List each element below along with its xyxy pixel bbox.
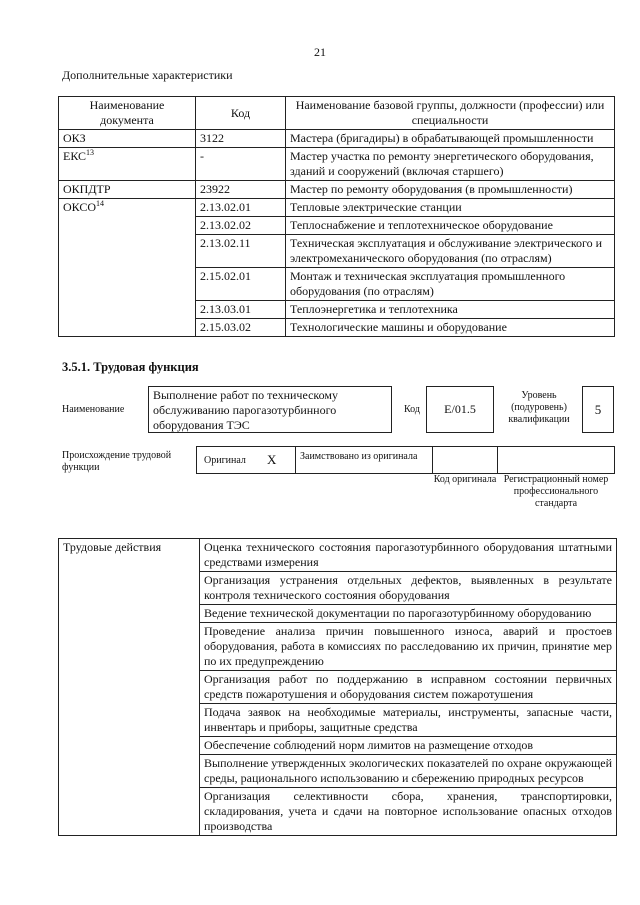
code-cell: 2.13.02.02: [196, 217, 286, 235]
origin-code-box: [432, 446, 498, 474]
labor-action-item: Организация устранения отдельных дефектов, выявленных в результате контроля технического состояния оборудования: [200, 572, 617, 605]
footnote-ref: 13: [86, 148, 95, 157]
name-cell: Мастер по ремонту оборудования (в промышленности): [286, 181, 615, 199]
characteristics-table: [58, 96, 615, 337]
doc-cell: [59, 181, 196, 199]
code-cell: 3122: [196, 130, 286, 148]
name-cell: Теплоэнергетика и теплотехника: [286, 301, 615, 319]
name-label: Наименование: [62, 404, 125, 415]
original-box: [196, 446, 296, 474]
doc-name: ЕКС: [63, 149, 87, 163]
labor-action-item: Оценка технического состояния парогазотурбинного оборудования штатными средствами измерения: [200, 539, 617, 572]
reg-number-box: [497, 446, 615, 474]
doc-cell: [59, 148, 196, 181]
table-row: [59, 539, 617, 572]
labor-actions-table: [58, 538, 617, 836]
original-label: Оригинал: [204, 455, 246, 466]
name-cell: Монтаж и техническая эксплуатация промышленного оборудования (по отраслям): [286, 268, 615, 301]
labor-action-item: Проведение анализа причин повышенного износа, аварий и простоев оборудования, работа в комиссиях по расследованию их причин, принятие мер по их предупреждению: [200, 623, 617, 671]
origin-label: Происхождение трудовой функции: [62, 450, 172, 473]
table-header-row: [59, 97, 615, 130]
labor-function-heading: 3.5.1. Трудовая функция: [62, 360, 199, 374]
labor-action-item: Подача заявок на необходимые материалы, инструменты, запасные части, инвентарь и приборы, защитные средства: [200, 704, 617, 737]
original-mark: X: [267, 452, 277, 467]
labor-action-item: Выполнение утвержденных экологических показателей по охране окружающей среды, рационального использованию и сбережению природных ресурсов: [200, 755, 617, 788]
code-cell: 2.15.03.02: [196, 319, 286, 337]
labor-action-item: Обеспечение соблюдений норм лимитов на размещение отходов: [200, 737, 617, 755]
table-row: [59, 181, 615, 199]
labor-action-item: Ведение технической документации по парогазотурбинному оборудованию: [200, 605, 617, 623]
function-code-box: E/01.5: [426, 386, 494, 433]
doc-name: ОКЗ: [63, 131, 86, 145]
code-cell: 2.13.02.11: [196, 235, 286, 268]
header-code: Код: [196, 97, 286, 130]
name-cell: Мастер участка по ремонту энергетического оборудования, зданий и сооружений (включая старшего): [286, 148, 615, 181]
level-value-box: 5: [582, 386, 614, 433]
section-heading-extra: Дополнительные характеристики: [62, 68, 233, 82]
name-cell: Технологические машины и оборудование: [286, 319, 615, 337]
borrowed-box: [295, 446, 433, 474]
reg-number-label: Регистрационный номер профессионального стандарта: [503, 474, 609, 509]
level-label: Уровень (подуровень) квалификации: [508, 390, 570, 425]
code-cell: -: [196, 148, 286, 181]
footnote-ref: 14: [96, 199, 105, 208]
code-label: Код: [404, 404, 420, 415]
table-row: [59, 130, 615, 148]
name-cell: Мастера (бригадиры) в обрабатывающей промышленности: [286, 130, 615, 148]
code-cell: 2.13.02.01: [196, 199, 286, 217]
doc-cell: [59, 199, 196, 337]
code-cell: 2.13.03.01: [196, 301, 286, 319]
name-cell: Техническая эксплуатация и обслуживание электрического и электромеханического оборудования (по отраслям): [286, 235, 615, 268]
origin-code-label: Код оригинала: [433, 474, 497, 485]
doc-cell: [59, 130, 196, 148]
code-cell: 23922: [196, 181, 286, 199]
borrowed-label: Заимствовано из оригинала: [300, 451, 418, 462]
table-row: [59, 199, 615, 217]
labor-action-item: Организация работ по поддержанию в исправном состоянии первичных средств пожаротушения и оборудования систем пожаротушения: [200, 671, 617, 704]
name-cell: Теплоснабжение и теплотехническое оборудование: [286, 217, 615, 235]
header-group-name: Наименование базовой группы, должности (профессии) или специальности: [286, 97, 615, 130]
function-name-box: Выполнение работ по техническому обслуживанию парогазотурбинного оборудования ТЭС: [148, 386, 392, 433]
page-number: 21: [314, 45, 326, 59]
labor-action-item: Организация селективности сбора, хранения, транспортировки, складирования, учета и сдачи на повторное использование опасных отходов производства: [200, 788, 617, 836]
table-row: [59, 148, 615, 181]
header-document: Наименование документа: [59, 97, 196, 130]
code-cell: 2.15.02.01: [196, 268, 286, 301]
labor-actions-label: Трудовые действия: [59, 539, 200, 836]
doc-name: ОКСО: [63, 200, 97, 214]
name-cell: Тепловые электрические станции: [286, 199, 615, 217]
doc-name: ОКПДТР: [63, 182, 111, 196]
